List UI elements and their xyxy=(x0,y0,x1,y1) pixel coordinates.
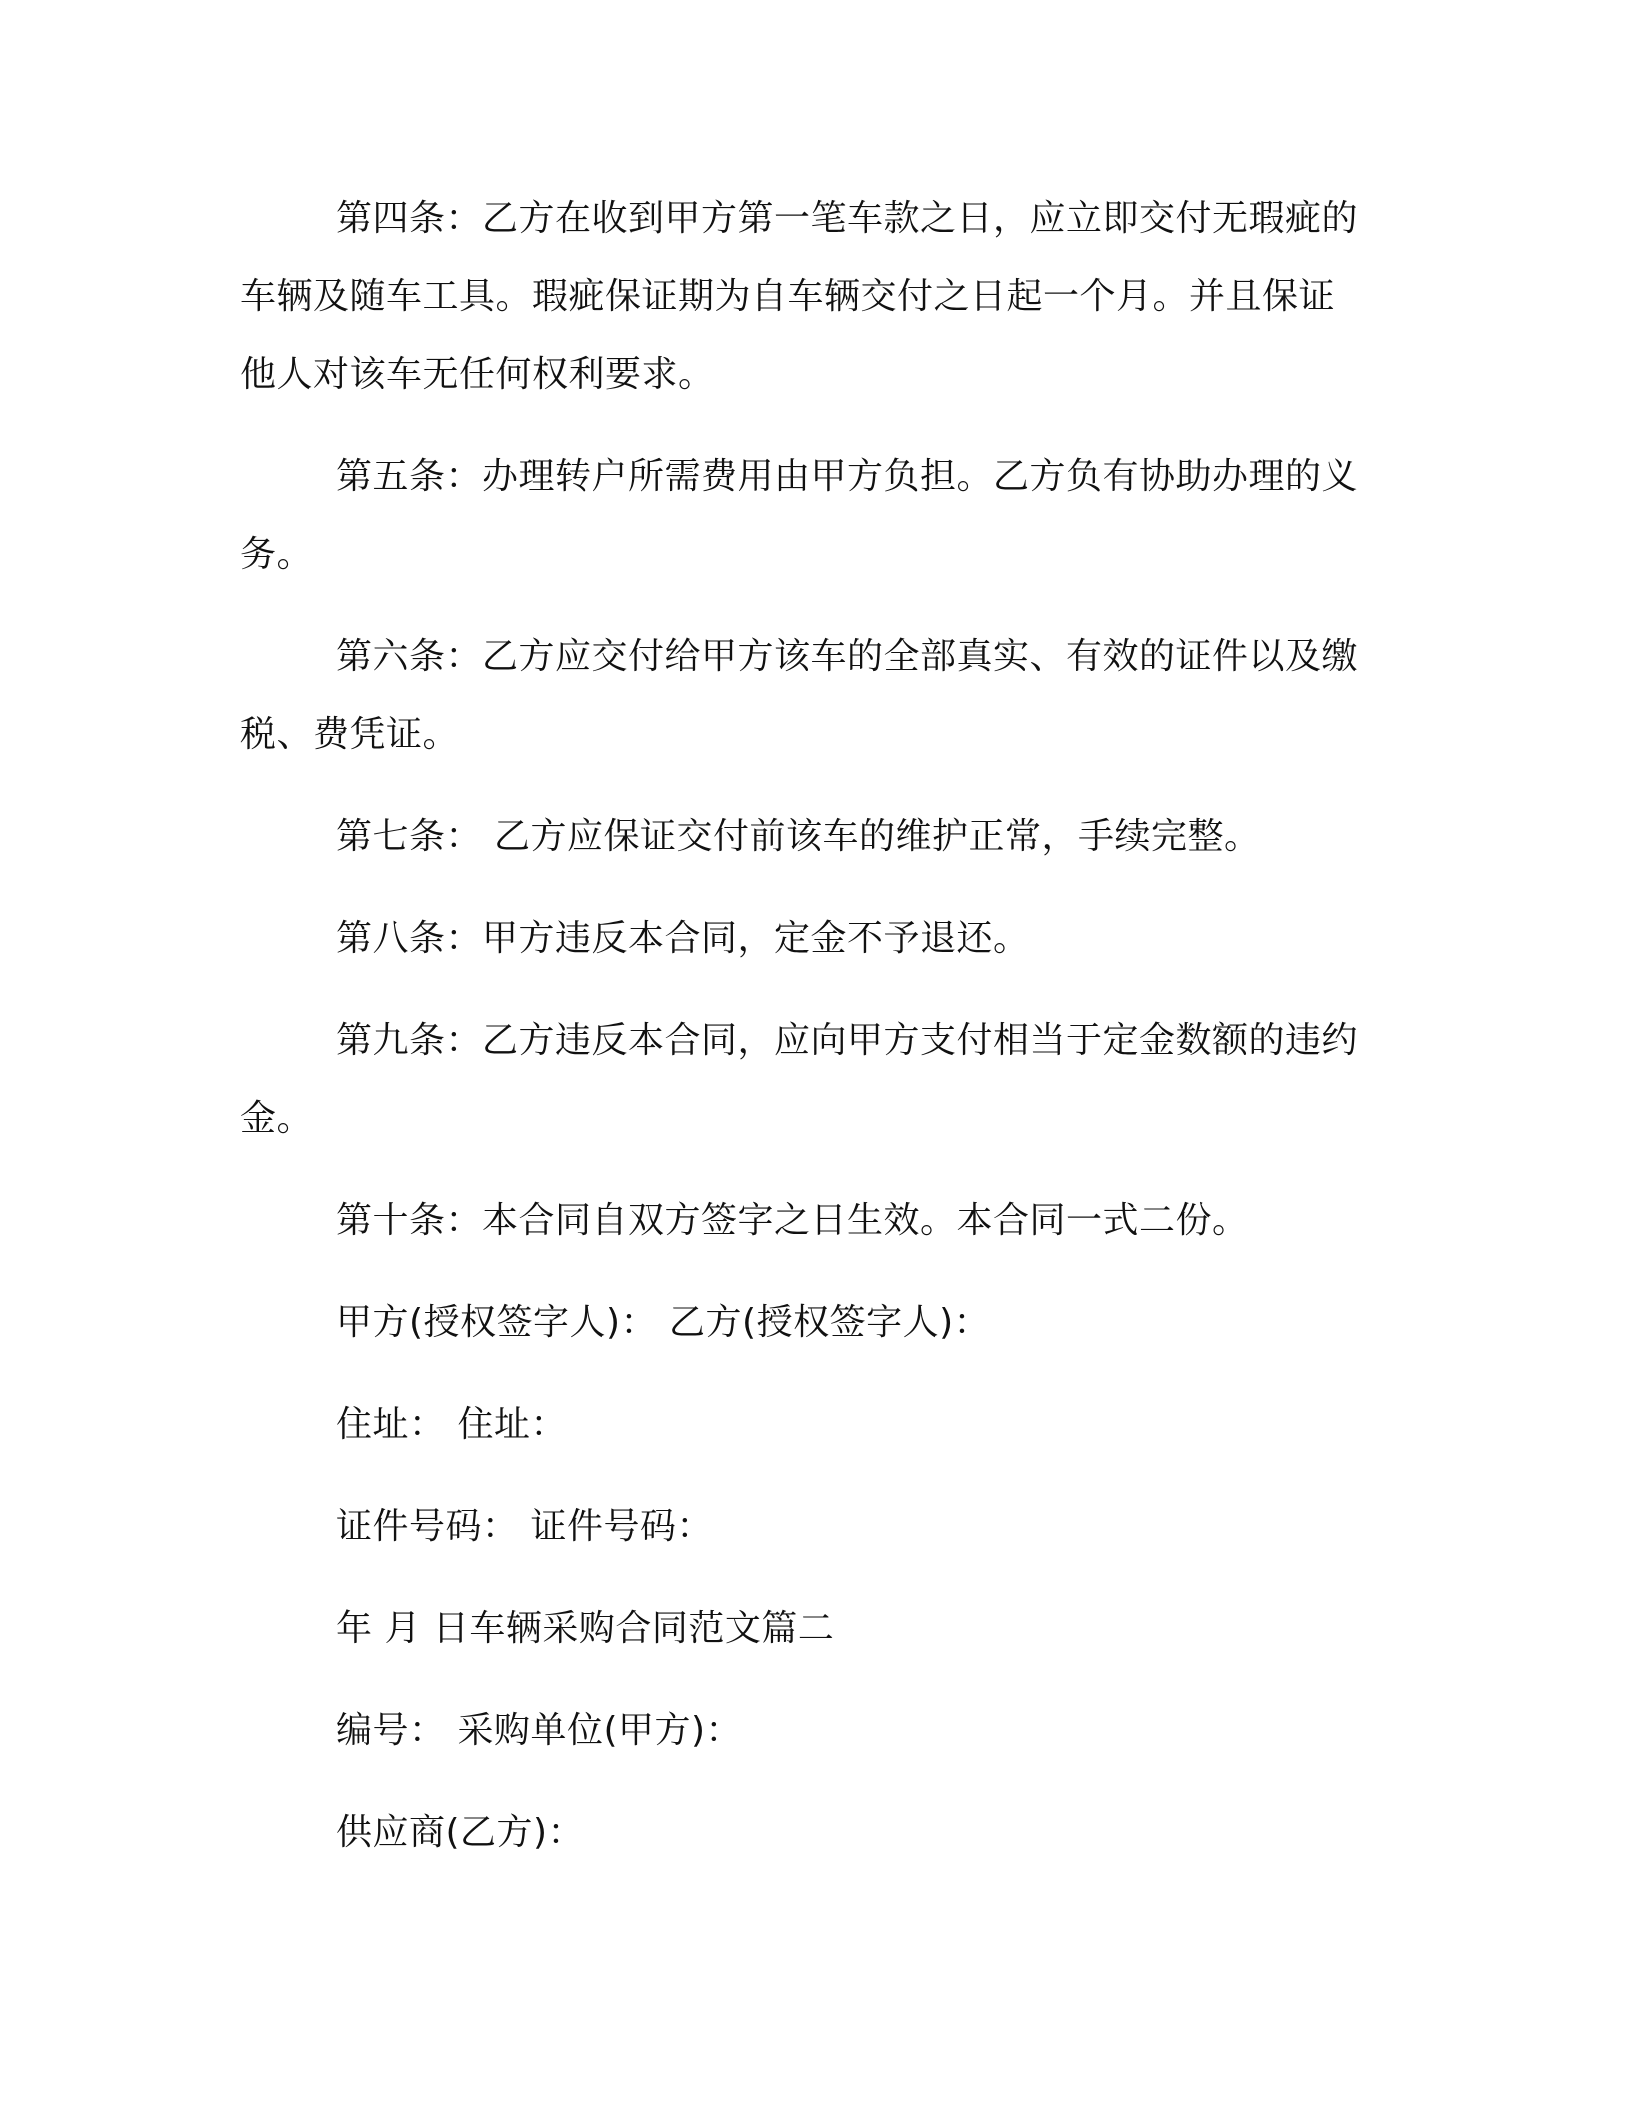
clause-7: 第七条： 乙方应保证交付前该车的维护正常，手续完整。 xyxy=(336,816,1261,857)
document-body xyxy=(240,180,1370,1896)
clause-6: 第六条：乙方应交付给甲方该车的全部真实、有效的证件以及缴税、费凭证。 xyxy=(240,636,1359,755)
clause-8: 第八条：甲方违反本合同，定金不予退还。 xyxy=(336,918,1030,959)
clause-5: 第五条：办理转户所需费用由甲方负担。乙方负有协助办理的义务。 xyxy=(240,456,1359,575)
date-and-section-title: 年 月 日车辆采购合同范文篇二 xyxy=(336,1608,835,1649)
clause-4: 第四条：乙方在收到甲方第一笔车款之日，应立即交付无瑕疵的车辆及随车工具。瑕疵保证期为自车辆交付之日起一个月。并且保证他人对该车无任何权利要求。 xyxy=(240,198,1359,395)
supplier-line: 供应商(乙方)： xyxy=(336,1812,585,1853)
id-number-line: 证件号码： 证件号码： xyxy=(336,1506,713,1547)
clause-9: 第九条：乙方违反本合同，应向甲方支付相当于定金数额的违约金。 xyxy=(240,1020,1359,1139)
clause-10: 第十条：本合同自双方签字之日生效。本合同一式二份。 xyxy=(336,1200,1249,1241)
address-line: 住址： 住址： xyxy=(336,1404,567,1445)
contract-number-line: 编号： 采购单位(甲方)： xyxy=(336,1710,743,1751)
signatories-line: 甲方(授权签字人)： 乙方(授权签字人)： xyxy=(336,1302,991,1343)
